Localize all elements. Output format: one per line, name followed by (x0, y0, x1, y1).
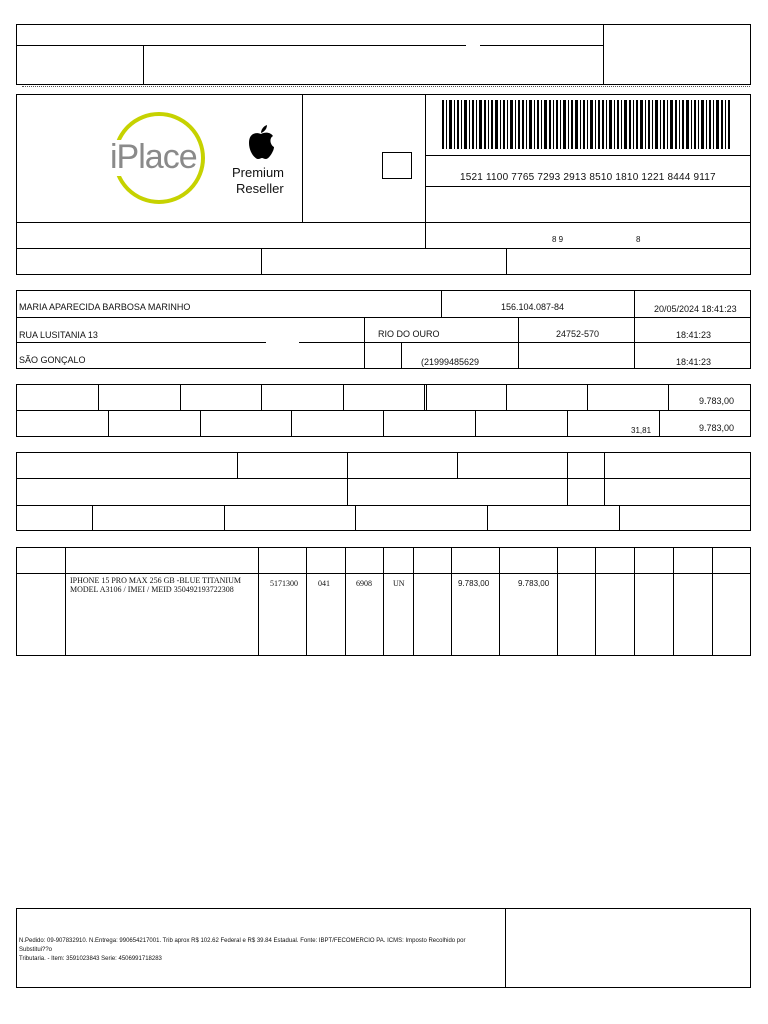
barcode (442, 100, 730, 149)
entry-exit-box (382, 152, 412, 179)
logo-text: iPlace (110, 138, 197, 176)
receipt-stub (16, 24, 604, 85)
recipient-cep: 24752-570 (556, 329, 600, 339)
premium-label: Premium (232, 165, 285, 180)
apple-icon (246, 124, 276, 160)
cut-line (22, 86, 750, 87)
tax-value-small: 31,81 (631, 426, 652, 435)
item-unit-value: 9.783,00 (458, 579, 490, 588)
reseller-label: Reseller (236, 181, 284, 196)
item-description-line1: IPHONE 15 PRO MAX 256 GB -BLUE TITANIUM (70, 576, 241, 585)
products-total-value: 9.783,00 (699, 396, 735, 406)
item-description-line2: MODEL A3106 / IMEI / MEID 350492193722308 (70, 585, 234, 594)
item-unit: UN (393, 579, 405, 588)
recipient-phone: (21999485629 (421, 357, 480, 367)
row-mark-1: 8 9 (552, 235, 564, 244)
info-line-2: Substitui??o (19, 947, 53, 953)
recipient-district: RIO DO OURO (378, 329, 440, 339)
item-ncm: 5171300 (270, 579, 298, 588)
iplace-logo (104, 110, 210, 206)
recipient-city: SÃO GONÇALO (19, 355, 86, 365)
item-cfop: 6908 (356, 579, 372, 588)
access-key: 1521 1100 7765 7293 2913 8510 1810 1221 8444 9117 (460, 172, 716, 183)
additional-info-text (19, 937, 499, 964)
exit-time-1: 18:41:23 (676, 330, 712, 340)
item-total-value: 9.783,00 (518, 579, 550, 588)
receipt-stub-divider (16, 45, 466, 46)
receipt-stub-number-box (604, 24, 751, 85)
recipient-cpf: 156.104.087-84 (501, 302, 565, 312)
row-mark-2: 8 (636, 235, 641, 244)
invoice-total-value: 9.783,00 (699, 423, 735, 433)
info-line-1: N.Pedido: 09-907832910. N.Entrega: 990654217001. Trib aprox R$ 102.62 Federal e R$ 39.84 Estadual. Fonte: IBPT/FECOMERCIO PA. ICMS: Imposto Recolhido por (19, 938, 466, 944)
exit-time-2: 18:41:23 (676, 357, 712, 367)
recipient-address: RUA LUSITANIA 13 (19, 330, 98, 340)
carrier-block (16, 452, 751, 531)
emission-datetime: 20/05/2024 18:41:23 (654, 304, 737, 314)
recipient-name: MARIA APARECIDA BARBOSA MARINHO (19, 302, 191, 312)
info-line-3: Tributaria. - Item: 3591023843 Serie: 4506991718283 (19, 956, 162, 962)
item-cst: 041 (318, 579, 330, 588)
